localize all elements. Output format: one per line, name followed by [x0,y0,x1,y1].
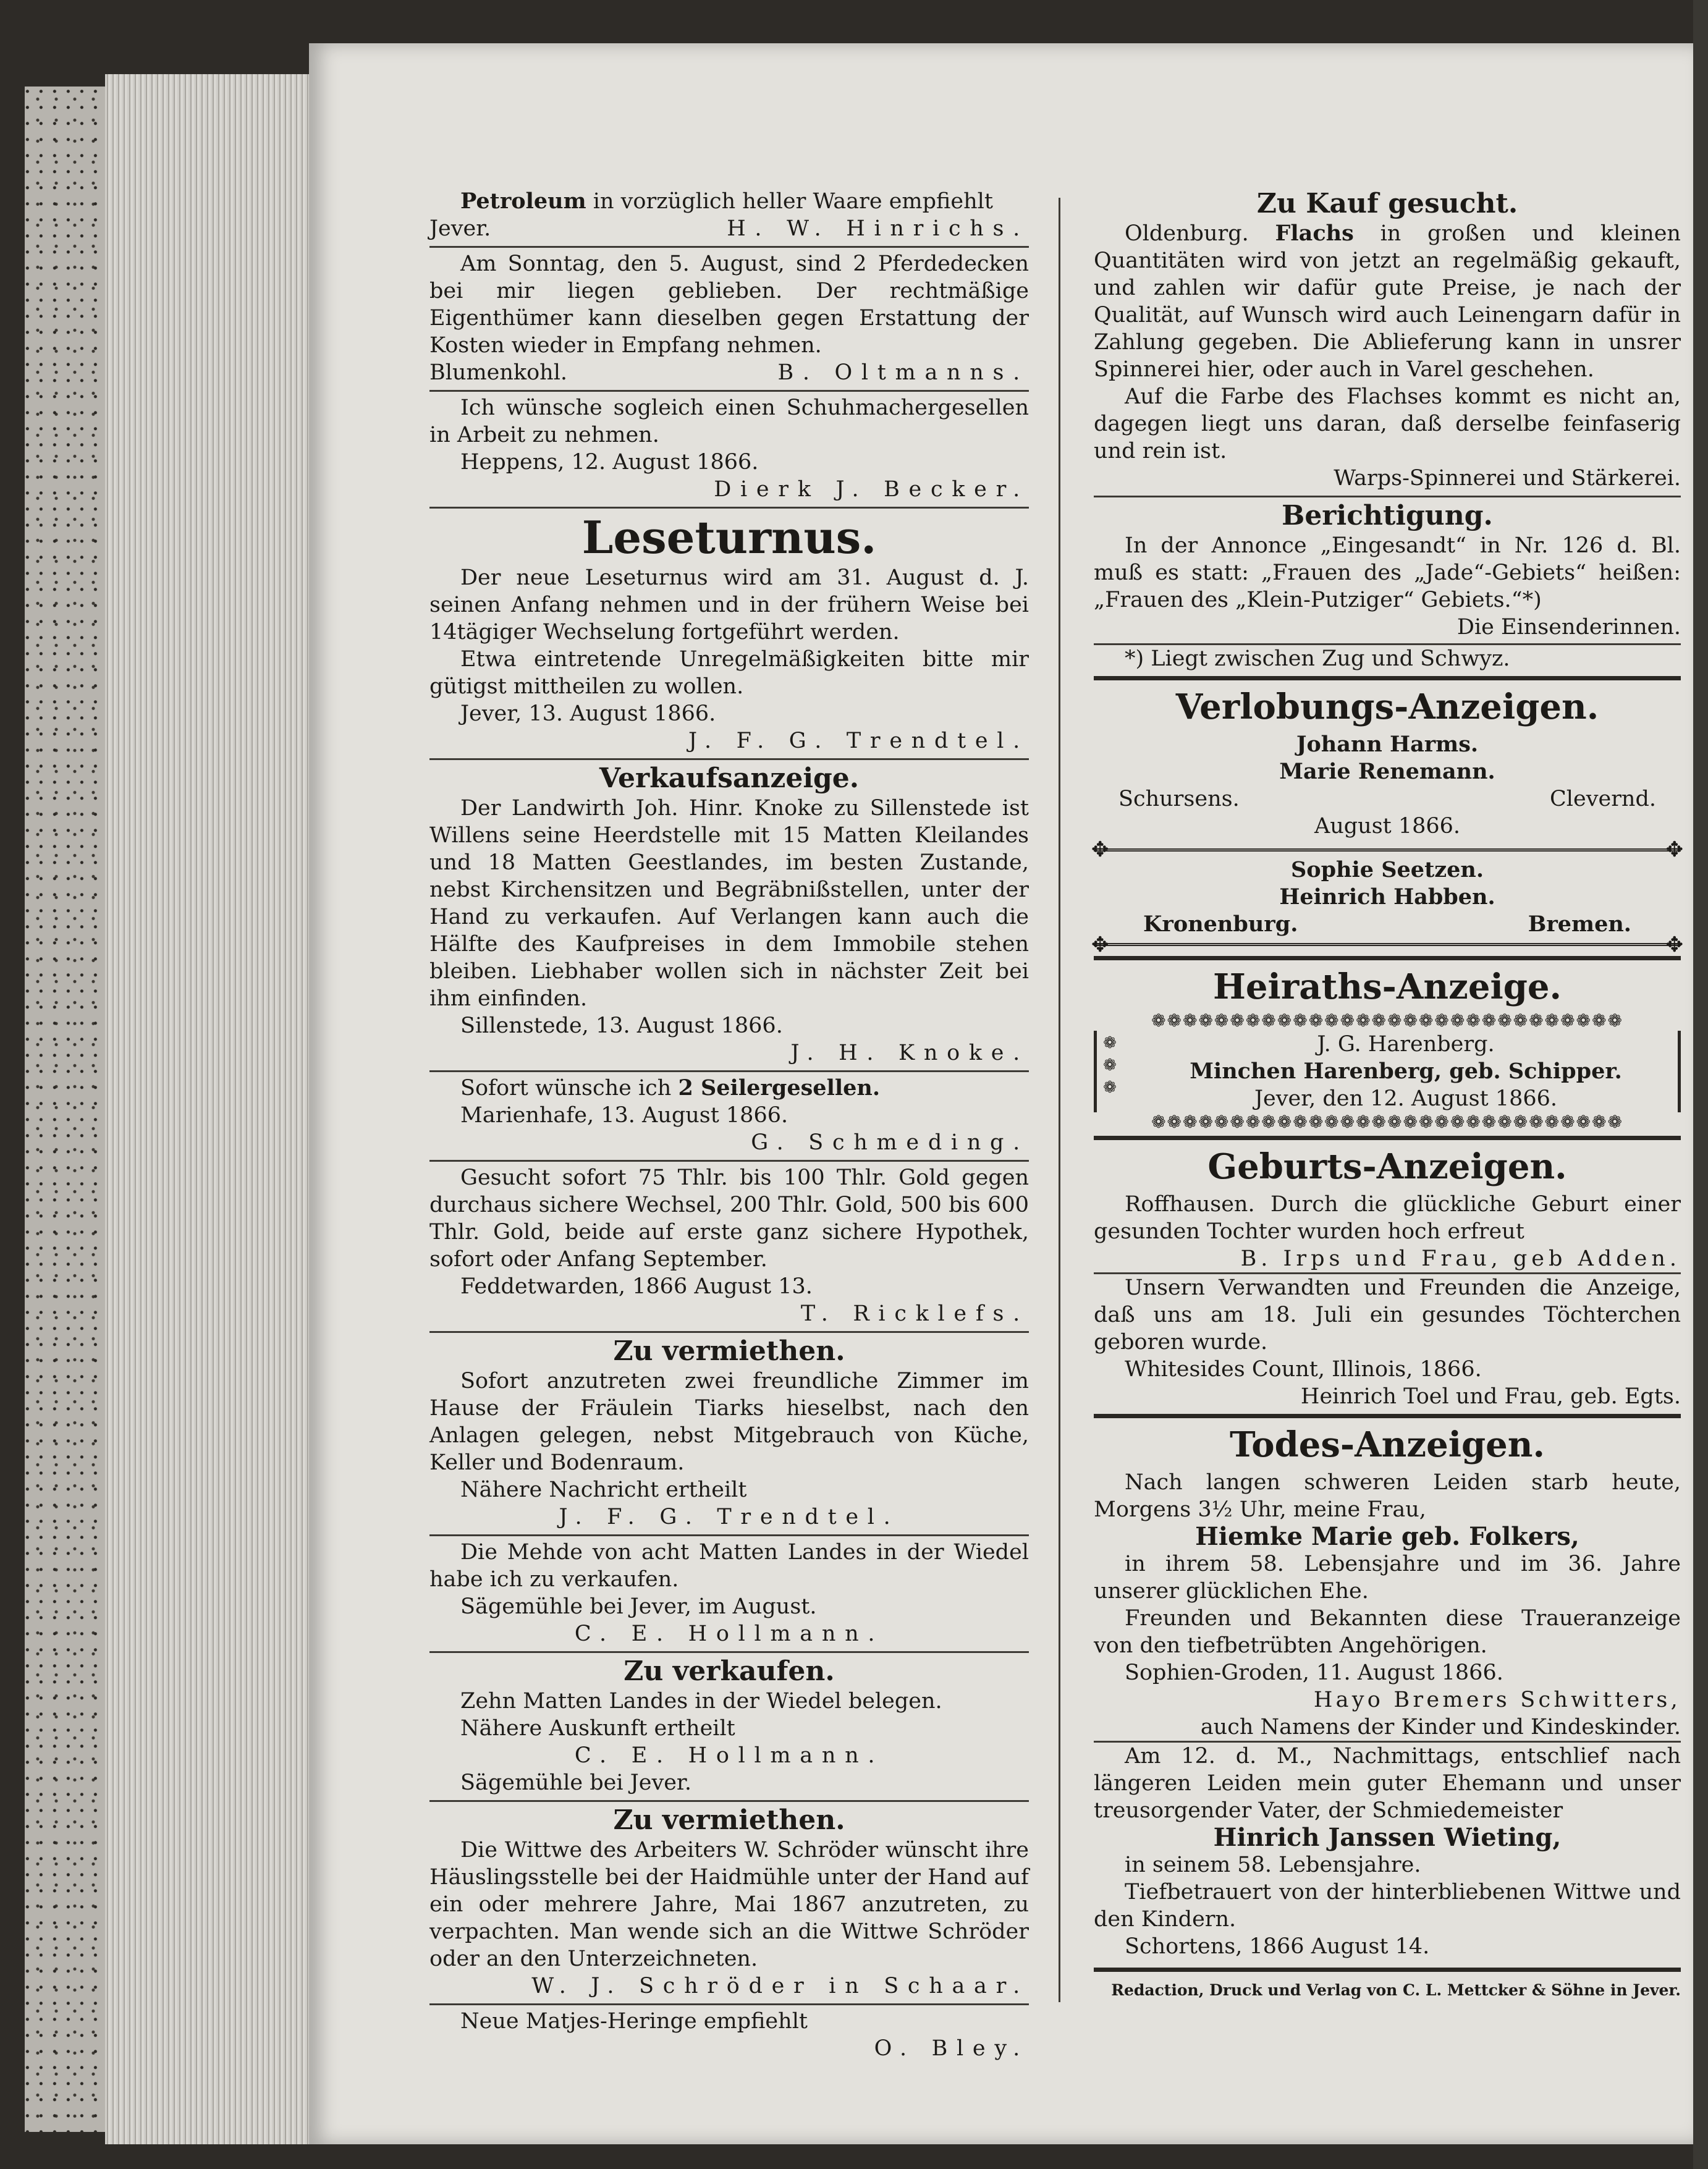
ad-keyword: Flachs [1275,221,1354,246]
ad-text: Zehn Matten Landes in der Wiedel belegen. [460,1689,942,1714]
ad-place: Blumenkohl. [429,360,568,385]
person-name: Hinrich Janssen Wieting, [1213,1823,1562,1852]
ad-verkaufen [429,1653,1029,1802]
ad-place: Schursens. [1118,787,1240,811]
ad-signature: B. Oltmanns. [777,360,1029,385]
ad-title: Berichtigung. [1282,500,1493,531]
ad-seiler [429,1072,1029,1162]
ad-text: Auf die Farbe des Flachses kommt es nicht an, dagegen liegt uns daran, daß derselbe feinfaserig und rein ist. [1094,384,1681,463]
ornamental-frame [1091,837,1683,957]
ad-text: Ich wünsche sogleich einen Schuhmachergesellen in Arbeit zu nehmen. [429,395,1029,447]
person-name: J. G. Harenberg. [1317,1032,1495,1057]
corner-ornament-icon: ✥ [1665,932,1683,957]
ad-place: Bremen. [1528,911,1631,937]
ad-pferdedecken [429,248,1029,392]
ad-keyword: Petroleum [460,188,586,214]
ad-date: Sillenstede, 13. August 1866. [460,1013,783,1038]
ad-kauf-gesucht [1094,185,1681,497]
rosette-side-icon: ❁ ❁ ❁ [1103,1034,1117,1097]
ad-title: Leseturnus. [581,511,877,564]
ad-signature: Hayo Bremers Schwitters, [1313,1688,1681,1712]
rosette-border: ❁❁❁❁❁❁❁❁❁❁❁❁❁❁❁❁❁❁❁❁❁❁❁❁❁❁❁❁❁❁ [1151,1112,1623,1132]
section-title: Heiraths-Anzeige. [1212,966,1562,1007]
ad-date: Sophien-Groden, 11. August 1866. [1125,1660,1503,1685]
ad-place: Sägemühle bei Jever. [460,1770,691,1795]
ad-title: Zu verkaufen. [624,1655,835,1687]
ad-signature: W. J. Schröder in Schaar. [531,1974,1029,1998]
ad-text: in großen und kleinen Quantitäten wird von jetzt an regelmäßig gekauft, und zahlen wir dafür gute Preise, je nach der Qualität, auf Wunsch wird auch Leinengarn dafür in Zahlung gegeben. Die Ablieferung kann in unsrer Spinnerei hier, oder auch in Varel geschehen. [1094,221,1681,382]
ad-text: in seinem 58. Lebensjahre. [1125,1853,1421,1877]
ad-signature: Dierk J. Becker. [714,477,1029,502]
corner-ornament-icon: ✥ [1091,932,1109,957]
ad-text: Freunden und Bekannten diese Traueranzeige von den tiefbetrübten Angehörigen. [1094,1606,1681,1658]
ad-petroleum [429,185,1029,248]
person-name: Marie Renemann. [1279,759,1495,784]
ad-place: Clevernd. [1550,787,1656,811]
ad-keyword: 2 Seilergesellen. [678,1075,881,1101]
ad-leseturnus [429,509,1029,760]
right-edge [1693,0,1708,2169]
ad-vermiethen-1 [429,1333,1029,1536]
ad-title: Zu vermiethen. [613,1335,845,1367]
ad-date: Heppens, 12. August 1866. [460,450,759,475]
ad-text: Sofort anzutreten zwei freundliche Zimmer im Hause der Fräulein Tiarks hieselbst, nach den Anlagen gelegen, nebst Mitgebrauch von Küche, Keller und Bodenraum. [429,1369,1029,1475]
ad-date: August 1866. [1314,814,1461,839]
ad-signature: Warps-Spinnerei und Stärkerei. [1334,466,1681,491]
ad-signature: Die Einsenderinnen. [1456,615,1681,640]
ad-place: Whitesides Count, Illinois, 1866. [1125,1357,1482,1382]
ad-text: Nach langen schweren Leiden starb heute, Morgens 3½ Uhr, meine Frau, [1094,1470,1681,1522]
imprint: Redaction, Druck und Verlag von C. L. Mettcker & Söhne in Jever. [1094,1968,1681,2004]
ad-berichtigung [1094,497,1681,680]
ad-text: Die Wittwe des Arbeiters W. Schröder wünscht ihre Häuslingsstelle bei der Haidmühle unter der Hand auf ein oder mehrere Jahre, Mai 1867 anzutreten, zu verpachten. Man wende sich an die Wittwe Schröder oder an den Unterzeichneten. [429,1838,1029,1971]
ad-vermiethen-2 [429,1802,1029,2005]
ad-text: Der Landwirth Joh. Hinr. Knoke zu Sillenstede ist Willens seine Heerdstelle mit 15 Matten Kleilandes und 18 Matten Geestlandes, im besten Zustande, nebst Kirchensitzen und Begräbnißstellen, unter der Hand zu verkaufen. Auf Verlangen kann auch die Hälfte des Kaufpreises in dem Immobile stehen bleiben. Liebhaber wollen sich in nächster Zeit bei ihm einfinden. [429,796,1029,1011]
ad-heirath [1094,960,1681,1140]
ad-signature: J. F. G. Trendtel. [688,729,1029,753]
ad-signature: G. Schmeding. [751,1130,1029,1155]
person-name: Heinrich Habben. [1279,884,1495,910]
ad-verkaufsanzeige [429,760,1029,1072]
ad-text: Am 12. d. M., Nachmittags, entschlief nach längeren Leiden mein guter Ehemann und unser treusorgender Vater, der Schmiedemeister [1094,1741,1681,1824]
ad-text: Sofort wünsche ich [460,1076,672,1101]
ad-text: Nähere Auskunft ertheilt [460,1716,735,1741]
ad-text: Gesucht sofort 75 Thlr. bis 100 Thlr. Gold gegen durchaus sichere Wechsel, 200 Thlr. Gold, 500 bis 600 Thlr. Gold, beide auf erste ganz sichere Hypothek, sofort oder Anfang September. [429,1165,1029,1272]
section-title: Verlobungs-Anzeigen. [1175,687,1599,727]
ad-place: Kronenburg. [1143,911,1298,937]
ad-text: Unsern Verwandten und Freunden die Anzeige, daß uns am 18. Juli ein gesundes Töchterchen geboren wurde. [1094,1272,1681,1356]
ad-text: in ihrem 58. Lebensjahre und im 36. Jahre unserer glücklichen Ehe. [1094,1552,1681,1604]
ad-text: Am Sonntag, den 5. August, sind 2 Pferdedecken bei mir liegen geblieben. Der rechtmäßige Eigenthümer kann dieselben gegen Erstattung der Kosten wieder in Empfang nehmen. [429,252,1029,358]
corner-ornament-icon: ✥ [1665,837,1683,862]
ad-tod [1094,1418,1681,1964]
ad-title: Verkaufsanzeige. [599,763,860,794]
rosette-frame [1094,1031,1681,1112]
ad-signature: Heinrich Toel und Frau, geb. Egts. [1300,1384,1681,1409]
ad-text: In der Annonce „Eingesandt“ in Nr. 126 d. Bl. muß es statt: „Frauen des „Jade“-Gebiets“ heißen: „Frauen des „Klein-Putziger“ Gebiets.“*) [1094,533,1681,612]
left-column [429,185,1029,2066]
ad-text: Roffhausen. Durch die glückliche Geburt einer gesunden Tochter wurden hoch erfreut [1094,1192,1681,1244]
ad-signature: T. Ricklefs. [800,1301,1029,1326]
ad-title: Zu Kauf gesucht. [1256,188,1518,219]
ad-signature: C. E. Hollmann. [574,1743,884,1768]
ad-text: Neue Matjes-Heringe empfiehlt [460,2009,808,2034]
ad-place: Jever. [429,216,491,241]
corner-ornament-icon: ✥ [1091,837,1109,862]
ad-signature: auch Namens der Kinder und Kindeskinder. [1200,1715,1681,1740]
ad-signature: O. Bley. [874,2036,1029,2061]
ad-signature: C. E. Hollmann. [574,1621,884,1646]
ad-signature: J. H. Knoke. [790,1041,1029,1065]
ad-matjes [429,2005,1029,2066]
book-edge [25,87,105,2132]
ad-signature: B. Irps und Frau, geb Adden. [1240,1246,1681,1271]
ad-text: Nähere Nachricht ertheilt [460,1478,747,1502]
ad-date: Jever, 13. August 1866. [460,701,716,726]
ad-text: Die Mehde von acht Matten Landes in der Wiedel habe ich zu verkaufen. [429,1540,1029,1592]
column-divider [1059,198,1060,2002]
ad-title: Zu vermiethen. [613,1804,845,1836]
ad-text: Der neue Leseturnus wird am 31. August d. J. seinen Anfang nehmen und in der frühern Weise bei 14tägiger Wechselung fortgeführt werden. [429,565,1029,645]
ad-date: Marienhafe, 13. August 1866. [460,1103,788,1128]
person-name: Hiemke Marie geb. Folkers, [1195,1522,1579,1551]
footnote: *) Liegt zwischen Zug und Schwyz. [1094,643,1681,672]
ad-date: Feddetwarden, 1866 August 13. [460,1274,813,1299]
person-name: Sophie Seetzen. [1290,857,1484,882]
person-name: Minchen Harenberg, geb. Schipper. [1190,1059,1622,1084]
ad-geburt [1094,1140,1681,1418]
ad-text: Tiefbetrauert von der hinterbliebenen Wittwe und den Kindern. [1094,1880,1681,1932]
rosette-border: ❁❁❁❁❁❁❁❁❁❁❁❁❁❁❁❁❁❁❁❁❁❁❁❁❁❁❁❁❁❁ [1151,1011,1623,1031]
ad-schuhmacher [429,392,1029,509]
page-stack [105,74,315,2144]
section-title: Todes-Anzeigen. [1229,1424,1545,1465]
ad-text: in vorzüglich heller Waare empfiehlt [593,189,993,214]
ad-place: Sägemühle bei Jever, im August. [460,1594,817,1619]
ad-verlobung [1091,680,1683,960]
section-title: Geburts-Anzeigen. [1207,1146,1567,1187]
right-column [1091,185,1683,2004]
ad-date: Schortens, 1866 August 14. [1125,1934,1430,1959]
ad-place: Oldenburg. [1125,221,1249,246]
ad-signature: H. W. Hinrichs. [727,216,1029,241]
ad-text: Etwa eintretende Unregelmäßigkeiten bitte mir gütigst mittheilen zu wollen. [429,647,1029,699]
person-name: Johann Harms. [1296,732,1479,757]
ad-date: Jever, den 12. August 1866. [1254,1086,1558,1111]
ad-gesucht [429,1162,1029,1333]
ad-mehde [429,1536,1029,1653]
ad-signature: J. F. G. Trendtel. [559,1505,900,1529]
